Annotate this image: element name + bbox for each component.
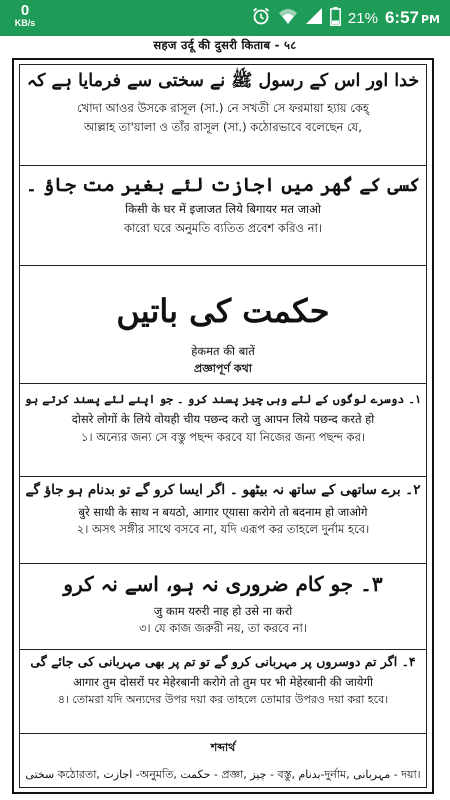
section-intro	[20, 71, 426, 134]
translation-line: ২। অসৎ সঙ্গীর সাথে বসবে না, যদি এরূপ কর তাহলে দুর্নাম হবে।	[76, 521, 370, 536]
transliteration-line: दोसरे लोगों के लिये वोयही चीय पछन्द करो जु आपन लिये पछन्द करते हो	[71, 412, 375, 427]
glossary-title: শব্দার্থ	[210, 741, 236, 754]
urdu-line: ۴۔ اگر تم دوسروں پر مہربانی کرو گے تو تم پر بھی مہربانی کی جائے گی	[30, 654, 416, 669]
transliteration-line: जु काम यरुरी नाह हो उसे ना करो	[153, 604, 293, 618]
translation-line: আল্লাহ তা'য়ালা ও তাঁর রাসূল (সা.) কঠোরভাবে বলেছেন যে,	[84, 119, 362, 134]
page-header: सहज उर्दू की दुसरी किताब - ५८	[153, 38, 297, 52]
section-title-translation: প্রজ্ঞাপূর্ণ কথা	[194, 362, 252, 376]
clock-time: 6:57	[384, 8, 419, 27]
urdu-line: ۳۔ جو کام ضروری نہ ہو، اسے نہ کرو	[63, 572, 383, 596]
urdu-line: ۱۔ دوسرے لوگوں کے لئے وہی چیز پسند کرو ۔ جو اپنے لئے پسند کرتے ہو	[24, 392, 422, 406]
divider	[20, 563, 426, 564]
translation-line: কারো ঘরে অনুমতি ব্যতিত প্রবেশ করিও না।	[124, 220, 322, 235]
divider	[20, 476, 426, 477]
battery-icon	[330, 7, 341, 30]
signal-icon	[305, 7, 323, 29]
saying-4	[20, 655, 426, 707]
urdu-line: خدا اور اس کے رسول ﷺ نے سختی سے فرمایا ہے کہ	[26, 71, 420, 91]
urdu-line: ۲۔ برے ساتھی کے ساتھ نہ بیٹھو ۔ اگر ایسا کرو گے تو بدنام ہو جاؤ گے	[25, 482, 421, 498]
urdu-line: کسی کے گھر میں اجازت لئے بغیر مت جاؤ ۔	[25, 175, 420, 196]
glossary-line: سختی কঠোরতা, اجازت -অনুমতি, حکمت - প্রজ্ঞা, چیز - বস্তু, بدنام-দুর্নাম, مہربانی - দয়া।	[25, 768, 421, 781]
divider	[20, 383, 426, 384]
saying-3	[20, 573, 426, 636]
translation-line: ৪। তোমরা যদি অন্যদের উপর দয়া কর তাহলে তোমার উপরও দয়া করা হবে।	[57, 692, 389, 706]
saying-1	[20, 393, 426, 444]
section-title-urdu: حکمت کی باتیں	[116, 292, 330, 330]
page-frame	[12, 58, 434, 794]
network-speed-value: 0	[20, 2, 30, 19]
alarm-icon	[251, 6, 271, 30]
divider	[20, 165, 426, 166]
network-speed	[8, 3, 42, 28]
divider	[20, 733, 426, 734]
divider	[20, 649, 426, 650]
transliteration-line: बुरे साथी के साथ न बयठो, आगार ए्यासा करोगे तो बदनाम हो जाओगे	[78, 504, 368, 519]
clock-ampm: PM	[420, 13, 440, 26]
section-permission	[20, 175, 426, 235]
divider	[20, 265, 426, 266]
network-speed-unit: KB/s	[14, 18, 36, 28]
battery-percent: 21%	[347, 9, 378, 27]
wifi-icon	[278, 7, 298, 29]
section-wisdom-heading	[20, 293, 426, 376]
glossary	[20, 739, 426, 782]
content-box	[19, 64, 427, 788]
transliteration-line: খোদা আওর উসকে রাসূল (সা.) নে সখতী সে ফরমায়া হ্যায় কেহ্‌	[77, 101, 369, 116]
translation-line: ৩। যে কাজ জরুরী নয়, তা করবে না।	[139, 621, 307, 636]
transliteration-line: आगार तुम दोसरों पर मेहेरबानी करोगे तो तुम पर भी मेहेरबानी की जायेगी	[73, 675, 373, 690]
saying-2	[20, 483, 426, 536]
status-bar	[0, 0, 450, 36]
translation-line: ১। অন্যের জন্য সে বস্তু পছন্দ করবে যা নিজের জন্য পছন্দ কর।	[80, 429, 366, 444]
transliteration-line: किसी के घर में इजाजत लिये बिगायर मत जाओ	[125, 202, 321, 217]
section-title-transliteration: हेकमत की बातें	[191, 343, 255, 358]
clock	[385, 8, 440, 28]
